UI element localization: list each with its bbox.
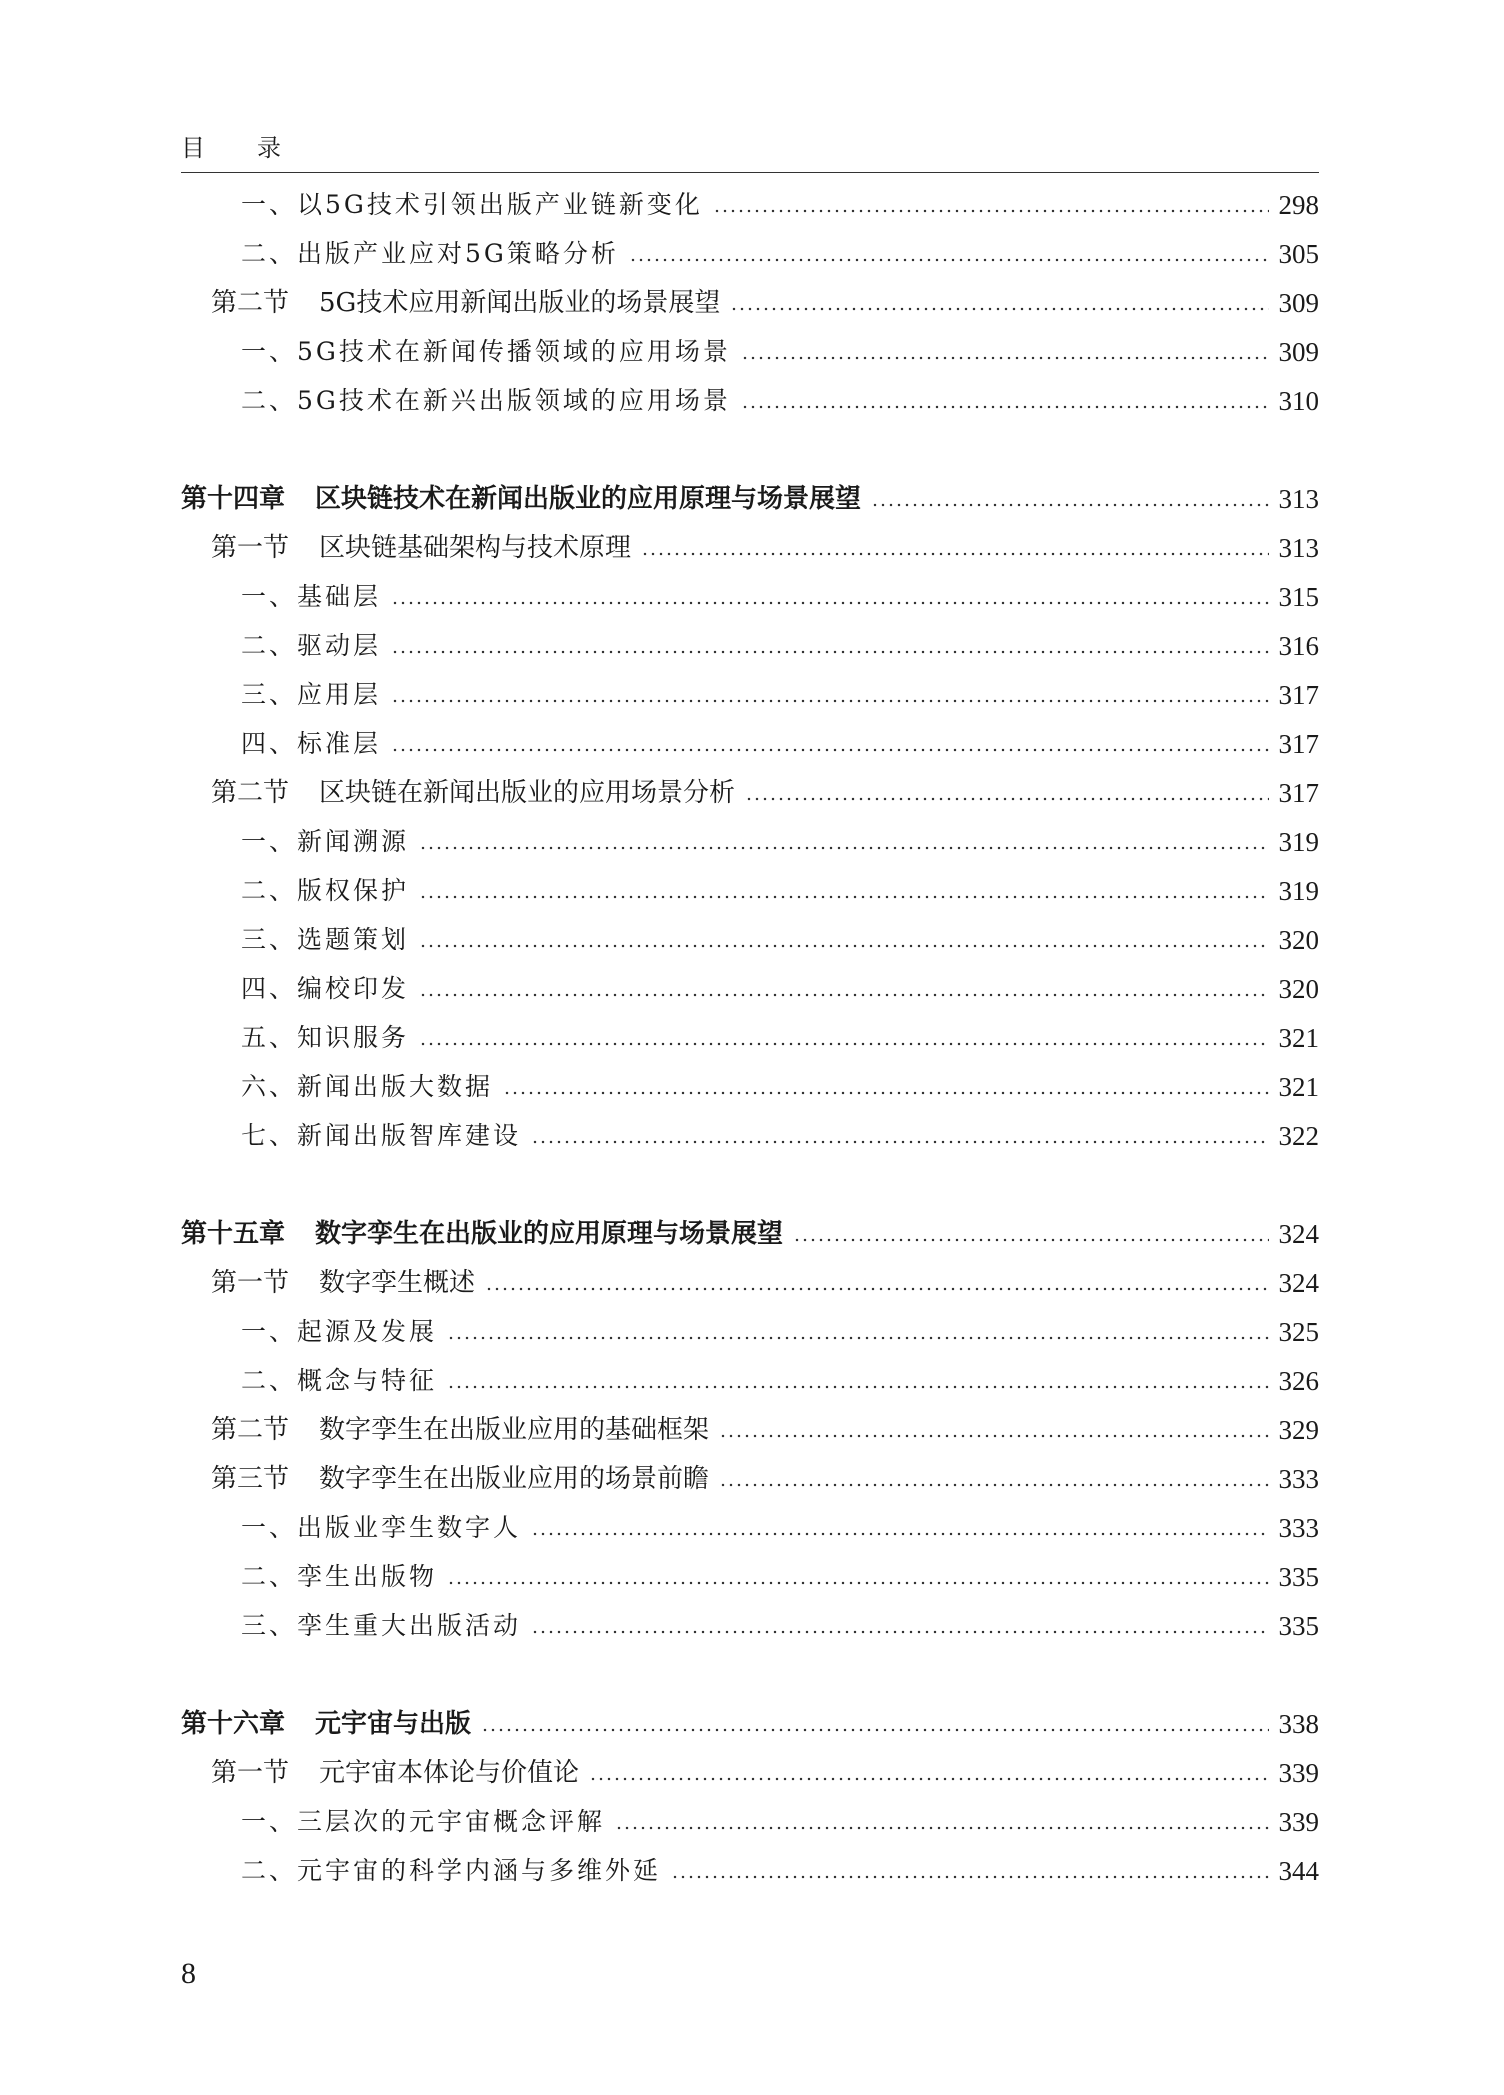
toc-entry-label: 元宇宙与出版 <box>315 1709 472 1739</box>
toc-entry-label: 四、编校印发 <box>241 974 410 1003</box>
toc-item-entry <box>241 1797 1319 1837</box>
toc-entry-number: 第二节 <box>211 288 290 318</box>
toc-entry-title <box>241 582 381 612</box>
toc-item-entry <box>241 1356 1319 1396</box>
toc-entry-label: 数字孪生概述 <box>319 1268 476 1298</box>
toc-entry-page: 317 <box>1278 680 1319 710</box>
toc-entry-title <box>241 337 731 367</box>
toc-entry-number: 第二节 <box>211 778 290 808</box>
toc-entry-title <box>211 1758 579 1788</box>
toc-entry-page: 309 <box>1278 288 1319 318</box>
toc-entry-page: 305 <box>1278 239 1319 269</box>
dot-leader <box>531 1139 1268 1145</box>
toc-entry-label: 一、出版业孪生数字人 <box>241 1513 522 1542</box>
toc-entry-label: 数字孪生在出版业应用的场景前瞻 <box>319 1464 710 1494</box>
toc-item-entry <box>241 327 1319 367</box>
toc-item-entry <box>241 229 1319 269</box>
dot-leader <box>447 1335 1268 1341</box>
toc-entry-label: 二、5G技术在新兴出版领域的应用场景 <box>241 386 731 415</box>
toc-entry-title <box>241 1513 521 1543</box>
toc-entry-page: 339 <box>1278 1807 1319 1837</box>
toc-entry-title <box>241 1366 437 1396</box>
toc-entry-title <box>181 484 861 514</box>
toc-entry-label: 三、应用层 <box>241 680 382 709</box>
dot-leader <box>641 551 1268 557</box>
toc-item-entry <box>241 1601 1319 1641</box>
toc-entry-page: 338 <box>1278 1709 1319 1739</box>
toc-entry-label: 五、知识服务 <box>241 1023 410 1052</box>
toc-item-entry <box>241 621 1319 661</box>
toc-section-entry <box>211 1405 1319 1445</box>
dot-leader <box>531 1531 1268 1537</box>
dot-leader <box>391 649 1268 655</box>
toc-entry-page: 316 <box>1278 631 1319 661</box>
toc-entry-label: 三、选题策划 <box>241 925 410 954</box>
toc-item-entry <box>241 719 1319 759</box>
toc-item-entry <box>241 1846 1319 1886</box>
toc-item-entry <box>241 915 1319 955</box>
toc-chapter-entry <box>181 474 1319 514</box>
running-header-part1: 目 <box>181 134 207 162</box>
dot-leader <box>745 796 1268 802</box>
toc-entry-title <box>211 1268 475 1298</box>
dot-leader <box>419 1041 1268 1047</box>
toc-entry-label: 数字孪生在出版业应用的基础框架 <box>319 1415 710 1445</box>
dot-leader <box>719 1433 1268 1439</box>
toc-entry-number: 第十六章 <box>181 1709 286 1739</box>
header-rule <box>181 172 1319 173</box>
toc-entry-page: 324 <box>1278 1219 1319 1249</box>
dot-leader <box>730 306 1268 312</box>
dot-leader <box>419 845 1268 851</box>
toc-entry-page: 315 <box>1278 582 1319 612</box>
toc-entry-label: 二、驱动层 <box>241 631 382 660</box>
dot-leader <box>391 747 1268 753</box>
dot-leader <box>391 600 1268 606</box>
dot-leader <box>713 208 1269 214</box>
toc-entry-page: 313 <box>1278 533 1319 563</box>
toc-item-entry <box>241 817 1319 857</box>
toc-entry-title <box>211 288 720 318</box>
toc-entry-title <box>241 1072 493 1102</box>
toc-entry-page: 317 <box>1278 729 1319 759</box>
toc-entry-label: 二、孪生出版物 <box>241 1562 438 1591</box>
toc-entry-page: 309 <box>1278 337 1319 367</box>
toc-entry-page: 319 <box>1278 827 1319 857</box>
toc-entry-page: 329 <box>1278 1415 1319 1445</box>
toc-entry-number: 第十四章 <box>181 484 286 514</box>
dot-leader <box>503 1090 1268 1096</box>
toc-section-entry <box>211 1748 1319 1788</box>
toc-entry-label: 一、5G技术在新闻传播领域的应用场景 <box>241 337 731 366</box>
toc-entry-label: 六、新闻出版大数据 <box>241 1072 494 1101</box>
toc-entry-label: 区块链基础架构与技术原理 <box>319 533 632 563</box>
toc-item-entry <box>241 1111 1319 1151</box>
toc-entry-title <box>241 876 409 906</box>
toc-item-entry <box>241 1503 1319 1543</box>
toc-entry-title <box>241 729 381 759</box>
toc-entry-number: 第一节 <box>211 1268 290 1298</box>
toc-entry-label: 一、基础层 <box>241 582 382 611</box>
toc-entry-page: 325 <box>1278 1317 1319 1347</box>
toc-entry-label: 数字孪生在出版业的应用原理与场景展望 <box>315 1219 784 1249</box>
toc-section-entry <box>211 278 1319 318</box>
dot-leader <box>481 1727 1268 1733</box>
dot-leader <box>391 698 1268 704</box>
dot-leader <box>447 1384 1268 1390</box>
toc-entry-label: 二、元宇宙的科学内涵与多维外延 <box>241 1856 662 1885</box>
toc-section-entry <box>211 523 1319 563</box>
toc-entry-title <box>211 1415 709 1445</box>
toc-item-entry <box>241 1307 1319 1347</box>
toc-entry-title <box>241 239 619 269</box>
toc-entry-title <box>181 1219 783 1249</box>
dot-leader <box>671 1874 1268 1880</box>
dot-leader <box>719 1482 1268 1488</box>
toc-entry-title <box>241 190 703 220</box>
toc-entry-number: 第二节 <box>211 1415 290 1445</box>
toc-entry-page: 333 <box>1278 1513 1319 1543</box>
toc-entry-label: 一、起源及发展 <box>241 1317 438 1346</box>
dot-leader <box>485 1286 1268 1292</box>
running-header-part2: 录 <box>257 134 283 162</box>
dot-leader <box>615 1825 1268 1831</box>
toc-entry-title <box>241 1023 409 1053</box>
toc-entry-number: 第十五章 <box>181 1219 286 1249</box>
dot-leader <box>589 1776 1268 1782</box>
dot-leader <box>419 943 1268 949</box>
toc-entry-page: 319 <box>1278 876 1319 906</box>
toc-entry-page: 339 <box>1278 1758 1319 1788</box>
toc-entry-label: 四、标准层 <box>241 729 382 758</box>
toc-entry-number: 第一节 <box>211 533 290 563</box>
toc-section-entry <box>211 1258 1319 1298</box>
toc-item-entry <box>241 572 1319 612</box>
toc-entry-page: 335 <box>1278 1611 1319 1641</box>
toc-entry-page: 324 <box>1278 1268 1319 1298</box>
toc-entry-title <box>241 1317 437 1347</box>
toc-item-entry <box>241 1062 1319 1102</box>
toc-entry-label: 一、新闻溯源 <box>241 827 410 856</box>
toc-entry-title <box>241 1856 661 1886</box>
toc-entry-page: 320 <box>1278 974 1319 1004</box>
toc-entry-label: 二、版权保护 <box>241 876 410 905</box>
running-header <box>181 128 283 163</box>
toc-entry-page: 310 <box>1278 386 1319 416</box>
toc-entry-title <box>241 1611 521 1641</box>
toc-entry-page: 335 <box>1278 1562 1319 1592</box>
dot-leader <box>419 894 1268 900</box>
toc-entry-label: 七、新闻出版智库建设 <box>241 1121 522 1150</box>
toc-item-entry <box>241 1013 1319 1053</box>
toc-entry-page: 298 <box>1278 190 1319 220</box>
toc-entry-label: 5G技术应用新闻出版业的场景展望 <box>319 288 721 318</box>
page-number: 8 <box>181 1957 196 1990</box>
toc-entry-label: 三、孪生重大出版活动 <box>241 1611 522 1640</box>
toc-entry-title <box>241 1807 605 1837</box>
toc-entry-number: 第三节 <box>211 1464 290 1494</box>
toc-entry-page: 322 <box>1278 1121 1319 1151</box>
toc-entry-title <box>241 631 381 661</box>
toc-chapter-entry <box>181 1699 1319 1739</box>
toc-entry-label: 元宇宙本体论与价值论 <box>319 1758 580 1788</box>
toc-entry-page: 321 <box>1278 1023 1319 1053</box>
toc-item-entry <box>241 376 1319 416</box>
dot-leader <box>793 1237 1268 1243</box>
toc-entry-number: 第一节 <box>211 1758 290 1788</box>
toc-item-entry <box>241 964 1319 1004</box>
toc-entry-title <box>241 974 409 1004</box>
dot-leader <box>741 355 1269 361</box>
toc-item-entry <box>241 1552 1319 1592</box>
toc-entry-page: 320 <box>1278 925 1319 955</box>
toc-entry-title <box>211 778 735 808</box>
toc-entry-label: 区块链技术在新闻出版业的应用原理与场景展望 <box>315 484 862 514</box>
dot-leader <box>871 502 1268 508</box>
dot-leader <box>741 404 1269 410</box>
toc-item-entry <box>241 866 1319 906</box>
toc-entry-label: 二、出版产业应对5G策略分析 <box>241 239 619 268</box>
toc-entry-title <box>241 1121 521 1151</box>
toc-entry-title <box>241 386 731 416</box>
toc-entry-title <box>211 533 631 563</box>
toc-entry-page: 313 <box>1278 484 1319 514</box>
dot-leader <box>629 257 1269 263</box>
toc-entry-label: 二、概念与特征 <box>241 1366 438 1395</box>
toc-section-entry <box>211 768 1319 808</box>
toc-entry-label: 一、三层次的元宇宙概念评解 <box>241 1807 606 1836</box>
toc-entry-title <box>241 1562 437 1592</box>
toc-entry-title <box>241 925 409 955</box>
toc-entry-title <box>241 827 409 857</box>
toc-entry-page: 344 <box>1278 1856 1319 1886</box>
toc-entry-page: 317 <box>1278 778 1319 808</box>
dot-leader <box>447 1580 1268 1586</box>
toc-entry-page: 326 <box>1278 1366 1319 1396</box>
toc-entry-page: 333 <box>1278 1464 1319 1494</box>
toc-entry-title <box>241 680 381 710</box>
toc-entry-title <box>181 1709 471 1739</box>
dot-leader <box>419 992 1268 998</box>
toc-entry-page: 321 <box>1278 1072 1319 1102</box>
toc-section-entry <box>211 1454 1319 1494</box>
toc-entry-title <box>211 1464 709 1494</box>
toc-item-entry <box>241 670 1319 710</box>
toc-entry-label: 一、以5G技术引领出版产业链新变化 <box>241 190 703 219</box>
toc-item-entry <box>241 180 1319 220</box>
dot-leader <box>531 1629 1268 1635</box>
toc-chapter-entry <box>181 1209 1319 1249</box>
toc-entry-label: 区块链在新闻出版业的应用场景分析 <box>319 778 736 808</box>
